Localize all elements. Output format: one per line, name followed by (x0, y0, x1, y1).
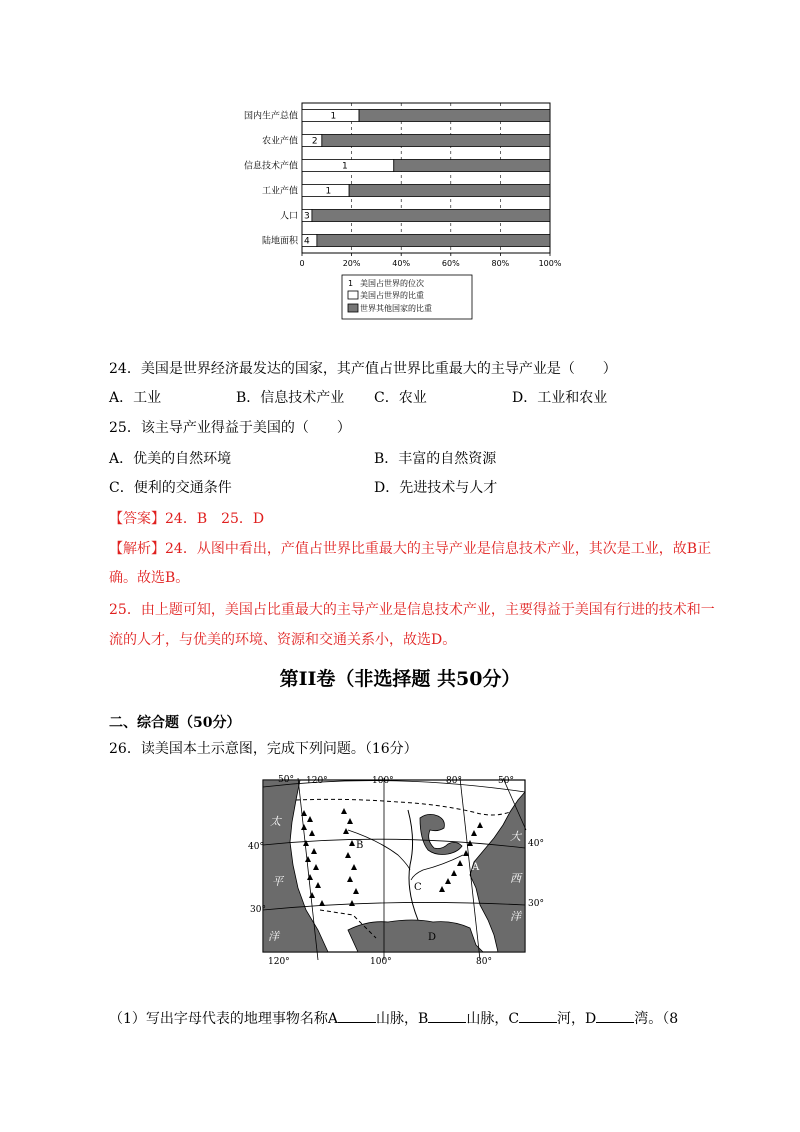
category-label-1: 农业产值 (261, 136, 298, 147)
q26-sub1-part-d: 河，D (557, 1011, 597, 1027)
blank-a[interactable] (338, 1010, 376, 1023)
analysis-line-3: 25．由上题可知，美国占比重最大的主导产业是信息技术产业，主要得益于美国有行进的技术和一 (109, 602, 715, 618)
label-a: A (472, 862, 480, 873)
q24-stem: 24．美国是世界经济最发达的国家，其产值占世界比重最大的主导产业是（ ） (109, 361, 617, 377)
bar-rest-4 (312, 210, 550, 222)
legend-gray-swatch (348, 304, 358, 312)
q26-sub1 (109, 1008, 678, 1028)
rank-label-4: 3 (304, 211, 310, 222)
lon-label-top-120: 120° (306, 776, 328, 786)
blank-b[interactable] (428, 1010, 466, 1023)
q26-sub1-part-a: （1）写出字母代表的地理事物名称A (109, 1011, 339, 1027)
rank-label-0: 1 (330, 111, 337, 122)
rank-label-5: 4 (304, 236, 310, 247)
q25-option-a: A．优美的自然环境 (109, 451, 232, 467)
xtick-label-0: 0 (299, 259, 305, 268)
xtick-label-4: 80% (491, 259, 510, 268)
legend-rank-key: 1 (348, 279, 354, 288)
answer-line: 【答案】24．B 25．D (109, 511, 265, 527)
q26-sub1-part-b: 山脉，B (376, 1011, 429, 1027)
blank-c[interactable] (519, 1010, 557, 1023)
q24-option-a: A．工业 (109, 390, 162, 406)
plot-frame (302, 103, 550, 253)
rank-label-1: 2 (311, 136, 318, 147)
lat-label-right-30: 30° (528, 899, 544, 909)
atlantic-char-1: 大 (510, 830, 521, 843)
category-label-4: 人口 (279, 211, 298, 222)
stacked-bar-chart (230, 95, 580, 330)
gulf-of-mexico (348, 920, 483, 952)
pacific-char-2: 平 (272, 875, 283, 888)
part2-title: 第II卷（非选择题 共50分） (279, 668, 521, 690)
lon-label-top-50: 50° (498, 776, 514, 786)
q25-stem: 25．该主导产业得益于美国的（ ） (109, 420, 351, 436)
lon-label-top-100: 100° (372, 776, 394, 786)
label-b: B (356, 840, 364, 851)
rank-label-3: 1 (325, 186, 332, 197)
pacific-char-1: 太 (270, 815, 281, 828)
pacific-char-3: 洋 (268, 930, 279, 943)
blank-d[interactable] (596, 1010, 634, 1023)
lon-label-bottom-100: 100° (370, 957, 392, 967)
section-heading: 二、综合题（50分） (109, 715, 241, 731)
legend-rank-text: 美国占世界的位次 (360, 279, 424, 288)
analysis-line-2: 确。故选B。 (109, 570, 190, 586)
legend-gray-text: 世界其他国家的比重 (360, 304, 432, 313)
q26-stem: 26．读美国本土示意图，完成下列问题。（16分） (109, 741, 418, 757)
lat-label-right-40: 40° (528, 839, 544, 849)
lat-label-30: 30° (250, 905, 266, 915)
q25-option-c: C．便利的交通条件 (109, 480, 232, 496)
q24-option-b: B．信息技术产业 (236, 390, 345, 406)
lon-label-bottom-120: 120° (268, 957, 290, 967)
lon-label-top-80: 80° (446, 776, 462, 786)
label-c: C (414, 882, 422, 893)
category-label-3: 工业产值 (261, 186, 298, 197)
q26-sub1-part-c: 山脉，C (466, 1011, 520, 1027)
q25-option-d: D．先进技术与人才 (374, 480, 498, 496)
bar-rest-0 (359, 110, 550, 122)
label-d: D (428, 932, 437, 943)
analysis-line-1: 【解析】24．从图中看出，产值占世界比重最大的主导产业是信息技术产业，其次是工业，故B正 (109, 541, 712, 557)
rank-label-2: 1 (342, 161, 348, 172)
bar-rest-3 (349, 185, 550, 197)
bar-rest-1 (322, 135, 550, 147)
lat-label-40: 40° (248, 842, 264, 852)
q24-option-d: D．工业和农业 (512, 390, 608, 406)
analysis-line-4: 流的人才，与优美的环境、资源和交通关系小，故选D。 (109, 632, 457, 648)
q25-option-b: B．丰富的自然资源 (374, 451, 497, 467)
atlantic-char-2: 西 (510, 872, 521, 885)
category-label-2: 信息技术产值 (243, 161, 298, 172)
bar-rest-2 (394, 160, 550, 172)
legend-white-swatch (348, 291, 358, 299)
lat-label-50: 50° (278, 775, 294, 785)
lon-label-bottom-80: 80° (476, 957, 492, 967)
xtick-label-5: 100% (538, 259, 562, 268)
bar-rest-5 (317, 235, 550, 247)
usa-map (248, 770, 544, 970)
atlantic-char-3: 洋 (510, 910, 521, 923)
category-label-5: 陆地面积 (261, 236, 298, 247)
xtick-label-1: 20% (342, 259, 361, 268)
category-label-0: 国内生产总值 (243, 111, 298, 122)
xtick-label-3: 60% (441, 259, 460, 268)
q26-sub1-part-e: 湾。（8 (634, 1011, 679, 1027)
bar-usa-2 (302, 160, 394, 172)
xtick-label-2: 40% (392, 259, 411, 268)
legend-white-text: 美国占世界的比重 (360, 291, 424, 300)
q24-option-c: C．农业 (374, 390, 427, 406)
